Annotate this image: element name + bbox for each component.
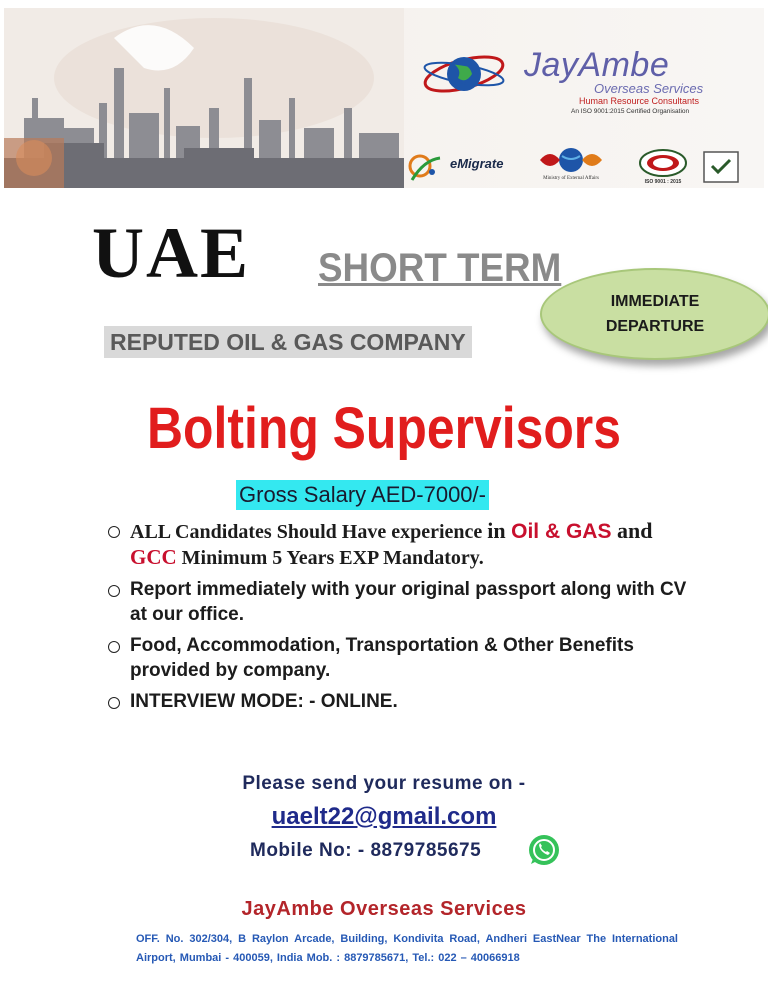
requirement-oil-gas: Oil & GAS [511, 520, 612, 543]
bullet-circle-icon [108, 526, 120, 538]
requirement-text-in: in [487, 518, 512, 543]
job-title: Bolting Supervisors [147, 396, 621, 461]
requirement-text: INTERVIEW MODE: - ONLINE. [130, 691, 398, 712]
list-item [108, 518, 708, 571]
mobile-number[interactable]: Mobile No: - 8879785675 [250, 840, 482, 861]
requirement-text-and: and [611, 518, 653, 543]
iso-logo [630, 148, 696, 188]
brand-logo [524, 48, 703, 116]
emigrate-logo-icon [406, 150, 446, 186]
header-banner [4, 8, 764, 188]
quality-mark-icon [702, 150, 740, 184]
contract-type: SHORT TERM [318, 246, 562, 290]
footer-company: JayAmbe Overseas Services [241, 898, 527, 920]
globe-logo-icon [422, 44, 522, 104]
office-address: OFF. No. 302/304, B Raylon Arcade, Building, Kondivita Road, Andheri EastNear The International Airport, Mumbai - 400059, India Mob. : 8879785671, Tel.: 022 – 40066918 [136, 933, 678, 964]
ministry-label: Ministry of External Affairs [543, 176, 599, 181]
email-link[interactable]: uaelt22@gmail.com [271, 803, 497, 830]
ministry-logo-icon [540, 146, 602, 174]
requirement-gcc: GCC [130, 545, 177, 569]
list-item [108, 689, 708, 714]
requirement-text: Food, Accommodation, Transportation & Other Benefits provided by company. [130, 635, 634, 681]
emigrate-label: eMigrate [450, 156, 504, 171]
requirements-list [108, 518, 708, 720]
brand-tagline: Human Resource Consultants [579, 96, 700, 106]
list-item [108, 633, 708, 683]
brand-name: JayAmbe [524, 46, 670, 84]
ministry-logo [534, 146, 608, 188]
requirement-text: Report immediately with your original passport along with CV at our office. [130, 579, 687, 625]
requirement-experience: Minimum 5 Years EXP Mandatory. [176, 547, 484, 569]
bullet-circle-icon [108, 641, 120, 653]
badge-line-1: IMMEDIATE [610, 293, 700, 310]
bullet-circle-icon [108, 697, 120, 709]
requirement-text: ALL Candidates Should Have experience [130, 521, 488, 543]
badge-line-2: DEPARTURE [605, 318, 705, 335]
refinery-image [4, 8, 404, 188]
company-type: REPUTED OIL & GAS COMPANY [104, 326, 472, 358]
list-item [108, 577, 708, 627]
whatsapp-icon[interactable] [526, 832, 562, 868]
bullet-circle-icon [108, 585, 120, 597]
departure-badge [540, 268, 768, 360]
salary-highlight: Gross Salary AED-7000/- [236, 480, 489, 510]
iso-seal-icon [638, 148, 688, 178]
country-heading: UAE [92, 213, 251, 293]
resume-cta: Please send your resume on - [242, 773, 526, 794]
iso-label: ISO 9001 : 2015 [644, 179, 682, 185]
iso-note: An ISO 9001:2015 Certified Organisation [571, 108, 690, 115]
brand-subtitle: Overseas Services [594, 81, 704, 96]
